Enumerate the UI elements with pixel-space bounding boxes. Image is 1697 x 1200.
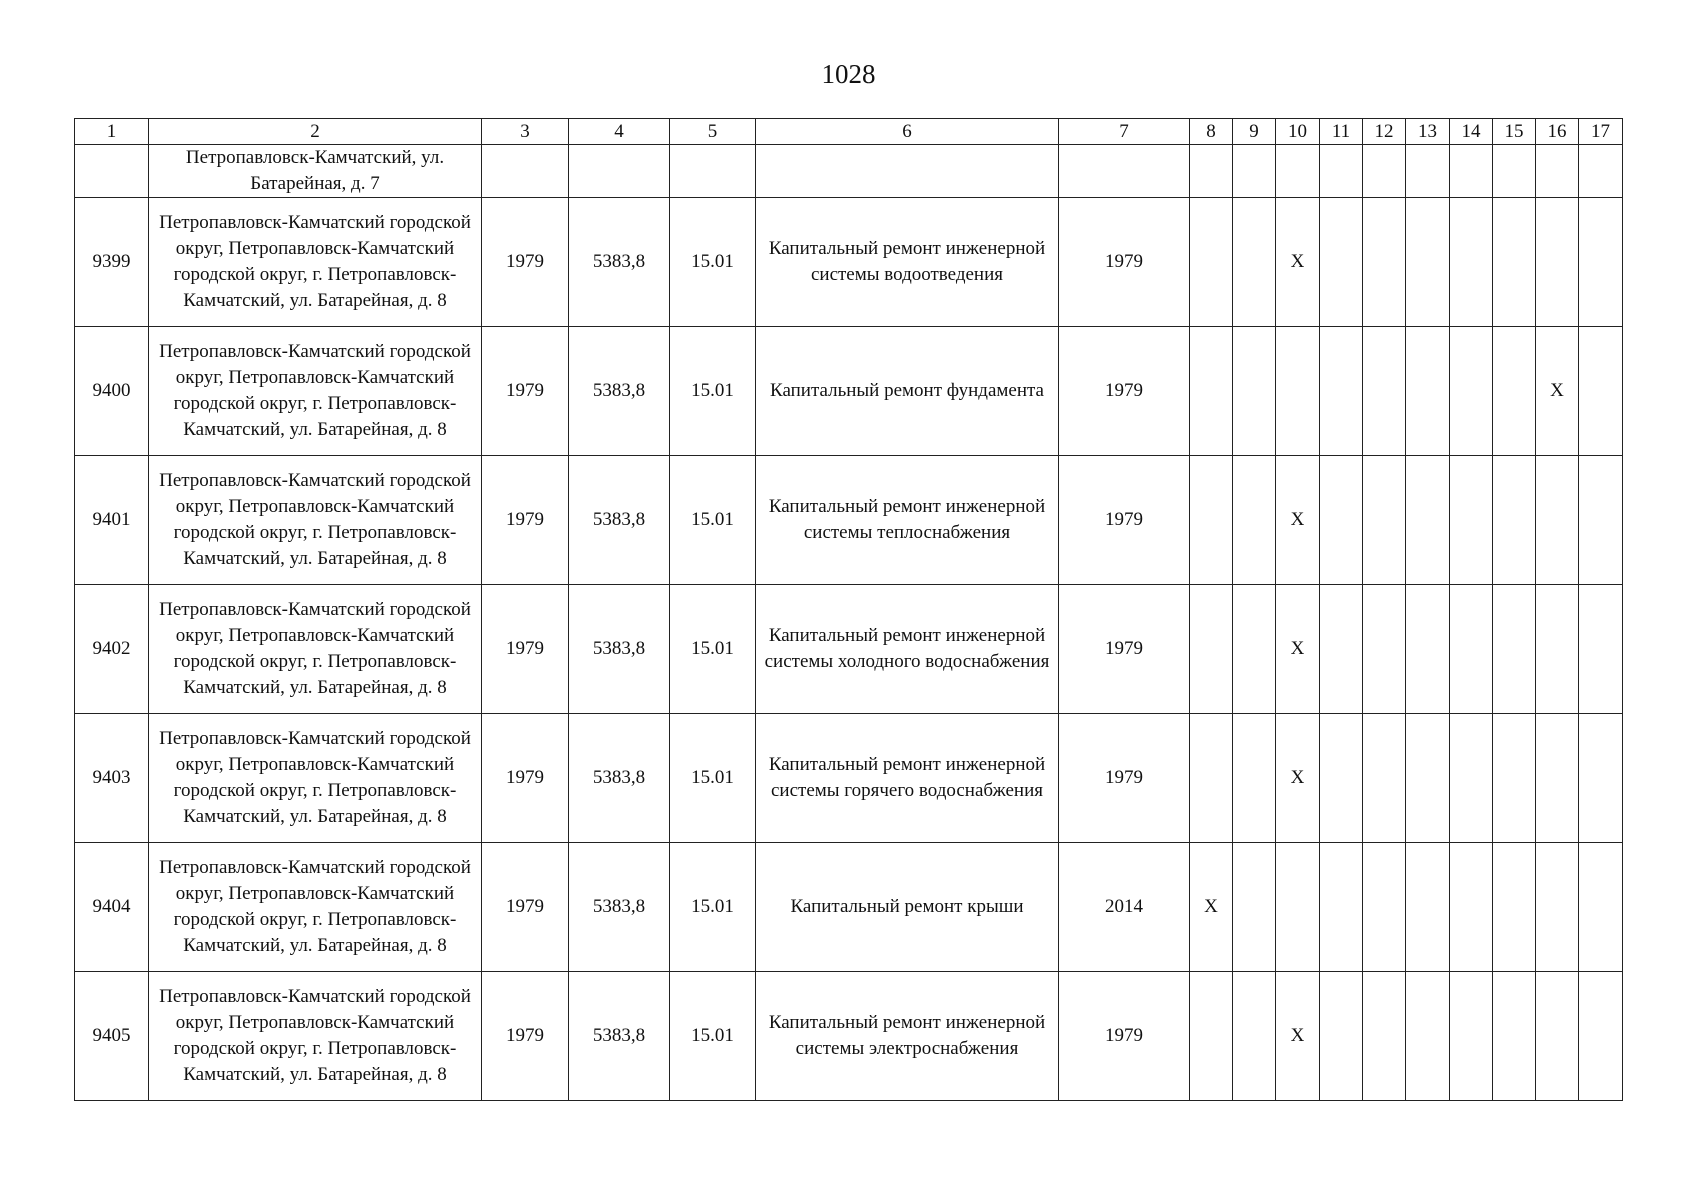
row-id-cell: 9402	[75, 585, 149, 714]
col-header-4: 4	[569, 119, 670, 145]
mark-cell-col-17	[1579, 585, 1623, 714]
col-header-16: 16	[1536, 119, 1579, 145]
mark-cell-col-9	[1233, 714, 1276, 843]
mark-cell-col-11	[1320, 198, 1363, 327]
year-built-cell: 1979	[482, 714, 569, 843]
mark-cell-col-12	[1363, 843, 1406, 972]
code-cell: 15.01	[670, 327, 756, 456]
empty-cell	[1450, 145, 1493, 198]
code-cell: 15.01	[670, 972, 756, 1101]
mark-cell-col-15	[1493, 972, 1536, 1101]
mark-cell-col-14	[1450, 843, 1493, 972]
mark-cell-col-13	[1406, 714, 1450, 843]
mark-cell-col-10: X	[1276, 456, 1320, 585]
continuation-row	[75, 145, 1623, 198]
col-header-3: 3	[482, 119, 569, 145]
area-cell: 5383,8	[569, 585, 670, 714]
address-cell: Петропавловск-Камчатский городской округ, Петропавловск-Камчатский городской округ, г. Петропавловск-Камчатский, ул. Батарейная, д. 8	[149, 972, 482, 1101]
col-header-10: 10	[1276, 119, 1320, 145]
planned-year-cell: 1979	[1059, 714, 1190, 843]
mark-cell-col-16	[1536, 843, 1579, 972]
col-header-8: 8	[1190, 119, 1233, 145]
year-built-cell: 1979	[482, 585, 569, 714]
address-cell: Петропавловск-Камчатский городской округ, Петропавловск-Камчатский городской округ, г. Петропавловск-Камчатский, ул. Батарейная, д. 8	[149, 843, 482, 972]
mark-cell-col-14	[1450, 585, 1493, 714]
mark-cell-col-9	[1233, 327, 1276, 456]
mark-cell-col-8	[1190, 972, 1233, 1101]
table-row	[75, 198, 1623, 327]
mark-cell-col-11	[1320, 972, 1363, 1101]
mark-cell-col-10: X	[1276, 972, 1320, 1101]
work-type-cell: Капитальный ремонт инженерной системы электроснабжения	[756, 972, 1059, 1101]
col-header-14: 14	[1450, 119, 1493, 145]
col-header-17: 17	[1579, 119, 1623, 145]
empty-cell	[1276, 145, 1320, 198]
mark-cell-col-13	[1406, 456, 1450, 585]
mark-cell-col-11	[1320, 585, 1363, 714]
mark-cell-col-15	[1493, 585, 1536, 714]
address-cell: Петропавловск-Камчатский, ул. Батарейная, д. 7	[149, 145, 482, 198]
planned-year-cell: 1979	[1059, 198, 1190, 327]
code-cell: 15.01	[670, 843, 756, 972]
col-header-2: 2	[149, 119, 482, 145]
col-header-6: 6	[756, 119, 1059, 145]
mark-cell-col-9	[1233, 972, 1276, 1101]
col-header-7: 7	[1059, 119, 1190, 145]
mark-cell-col-17	[1579, 972, 1623, 1101]
row-id-cell	[75, 145, 149, 198]
mark-cell-col-15	[1493, 327, 1536, 456]
empty-cell	[1233, 145, 1276, 198]
page-number: 1028	[821, 59, 876, 89]
work-type-cell: Капитальный ремонт инженерной системы горячего водоснабжения	[756, 714, 1059, 843]
work-type-cell: Капитальный ремонт фундамента	[756, 327, 1059, 456]
mark-cell-col-9	[1233, 198, 1276, 327]
code-cell: 15.01	[670, 585, 756, 714]
mark-cell-col-10: X	[1276, 585, 1320, 714]
mark-cell-col-17	[1579, 843, 1623, 972]
empty-cell	[1190, 145, 1233, 198]
mark-cell-col-12	[1363, 198, 1406, 327]
empty-cell	[1536, 145, 1579, 198]
empty-cell	[1493, 145, 1536, 198]
empty-cell	[569, 145, 670, 198]
mark-cell-col-8	[1190, 456, 1233, 585]
mark-cell-col-14	[1450, 456, 1493, 585]
mark-cell-col-12	[1363, 456, 1406, 585]
code-cell: 15.01	[670, 456, 756, 585]
mark-cell-col-11	[1320, 456, 1363, 585]
data-rows	[75, 198, 1623, 1101]
row-id-cell: 9400	[75, 327, 149, 456]
planned-year-cell: 1979	[1059, 327, 1190, 456]
empty-cell	[670, 145, 756, 198]
mark-cell-col-16	[1536, 198, 1579, 327]
row-id-cell: 9405	[75, 972, 149, 1101]
table-row	[75, 327, 1623, 456]
mark-cell-col-8	[1190, 327, 1233, 456]
mark-cell-col-12	[1363, 972, 1406, 1101]
empty-cell	[1363, 145, 1406, 198]
row-id-cell: 9404	[75, 843, 149, 972]
area-cell: 5383,8	[569, 843, 670, 972]
planned-year-cell: 1979	[1059, 972, 1190, 1101]
area-cell: 5383,8	[569, 198, 670, 327]
empty-cell	[1320, 145, 1363, 198]
mark-cell-col-15	[1493, 456, 1536, 585]
table-row	[75, 843, 1623, 972]
mark-cell-col-14	[1450, 198, 1493, 327]
mark-cell-col-10: X	[1276, 198, 1320, 327]
address-cell: Петропавловск-Камчатский городской округ, Петропавловск-Камчатский городской округ, г. Петропавловск-Камчатский, ул. Батарейная, д. 8	[149, 198, 482, 327]
row-id-cell: 9401	[75, 456, 149, 585]
mark-cell-col-9	[1233, 585, 1276, 714]
year-built-cell: 1979	[482, 198, 569, 327]
work-type-cell: Капитальный ремонт инженерной системы теплоснабжения	[756, 456, 1059, 585]
year-built-cell: 1979	[482, 972, 569, 1101]
mark-cell-col-13	[1406, 585, 1450, 714]
year-built-cell: 1979	[482, 456, 569, 585]
area-cell: 5383,8	[569, 327, 670, 456]
mark-cell-col-15	[1493, 843, 1536, 972]
empty-cell	[1059, 145, 1190, 198]
mark-cell-col-12	[1363, 714, 1406, 843]
work-type-cell: Капитальный ремонт инженерной системы холодного водоснабжения	[756, 585, 1059, 714]
mark-cell-col-10	[1276, 843, 1320, 972]
mark-cell-col-14	[1450, 327, 1493, 456]
code-cell: 15.01	[670, 714, 756, 843]
mark-cell-col-13	[1406, 198, 1450, 327]
mark-cell-col-17	[1579, 198, 1623, 327]
mark-cell-col-16	[1536, 972, 1579, 1101]
col-header-5: 5	[670, 119, 756, 145]
mark-cell-col-14	[1450, 972, 1493, 1101]
planned-year-cell: 1979	[1059, 585, 1190, 714]
area-cell: 5383,8	[569, 456, 670, 585]
mark-cell-col-17	[1579, 714, 1623, 843]
mark-cell-col-16: X	[1536, 327, 1579, 456]
mark-cell-col-9	[1233, 456, 1276, 585]
code-cell: 15.01	[670, 198, 756, 327]
empty-cell	[1406, 145, 1450, 198]
mark-cell-col-8: X	[1190, 843, 1233, 972]
address-cell: Петропавловск-Камчатский городской округ, Петропавловск-Камчатский городской округ, г. Петропавловск-Камчатский, ул. Батарейная, д. 8	[149, 714, 482, 843]
area-cell: 5383,8	[569, 972, 670, 1101]
row-id-cell: 9399	[75, 198, 149, 327]
mark-cell-col-9	[1233, 843, 1276, 972]
col-header-15: 15	[1493, 119, 1536, 145]
empty-cell	[1579, 145, 1623, 198]
mark-cell-col-11	[1320, 843, 1363, 972]
col-header-9: 9	[1233, 119, 1276, 145]
mark-cell-col-12	[1363, 327, 1406, 456]
empty-cell	[482, 145, 569, 198]
table-row	[75, 714, 1623, 843]
capital-repair-table	[74, 118, 1623, 1101]
col-header-1: 1	[75, 119, 149, 145]
address-cell: Петропавловск-Камчатский городской округ, Петропавловск-Камчатский городской округ, г. Петропавловск-Камчатский, ул. Батарейная, д. 8	[149, 327, 482, 456]
mark-cell-col-11	[1320, 714, 1363, 843]
mark-cell-col-13	[1406, 327, 1450, 456]
planned-year-cell: 2014	[1059, 843, 1190, 972]
table-row	[75, 456, 1623, 585]
mark-cell-col-15	[1493, 198, 1536, 327]
mark-cell-col-16	[1536, 714, 1579, 843]
mark-cell-col-8	[1190, 198, 1233, 327]
col-header-12: 12	[1363, 119, 1406, 145]
mark-cell-col-16	[1536, 456, 1579, 585]
mark-cell-col-8	[1190, 585, 1233, 714]
work-type-cell: Капитальный ремонт инженерной системы водоотведения	[756, 198, 1059, 327]
area-cell: 5383,8	[569, 714, 670, 843]
mark-cell-col-10	[1276, 327, 1320, 456]
mark-cell-col-13	[1406, 972, 1450, 1101]
mark-cell-col-14	[1450, 714, 1493, 843]
mark-cell-col-8	[1190, 714, 1233, 843]
work-type-cell: Капитальный ремонт крыши	[756, 843, 1059, 972]
mark-cell-col-17	[1579, 456, 1623, 585]
col-header-13: 13	[1406, 119, 1450, 145]
col-header-11: 11	[1320, 119, 1363, 145]
empty-cell	[756, 145, 1059, 198]
address-cell: Петропавловск-Камчатский городской округ, Петропавловск-Камчатский городской округ, г. Петропавловск-Камчатский, ул. Батарейная, д. 8	[149, 456, 482, 585]
row-id-cell: 9403	[75, 714, 149, 843]
table-row	[75, 972, 1623, 1101]
mark-cell-col-10: X	[1276, 714, 1320, 843]
address-cell: Петропавловск-Камчатский городской округ, Петропавловск-Камчатский городской округ, г. Петропавловск-Камчатский, ул. Батарейная, д. 8	[149, 585, 482, 714]
year-built-cell: 1979	[482, 327, 569, 456]
mark-cell-col-11	[1320, 327, 1363, 456]
table-row	[75, 585, 1623, 714]
mark-cell-col-13	[1406, 843, 1450, 972]
year-built-cell: 1979	[482, 843, 569, 972]
mark-cell-col-17	[1579, 327, 1623, 456]
column-number-row	[75, 119, 1623, 145]
mark-cell-col-12	[1363, 585, 1406, 714]
mark-cell-col-15	[1493, 714, 1536, 843]
mark-cell-col-16	[1536, 585, 1579, 714]
planned-year-cell: 1979	[1059, 456, 1190, 585]
